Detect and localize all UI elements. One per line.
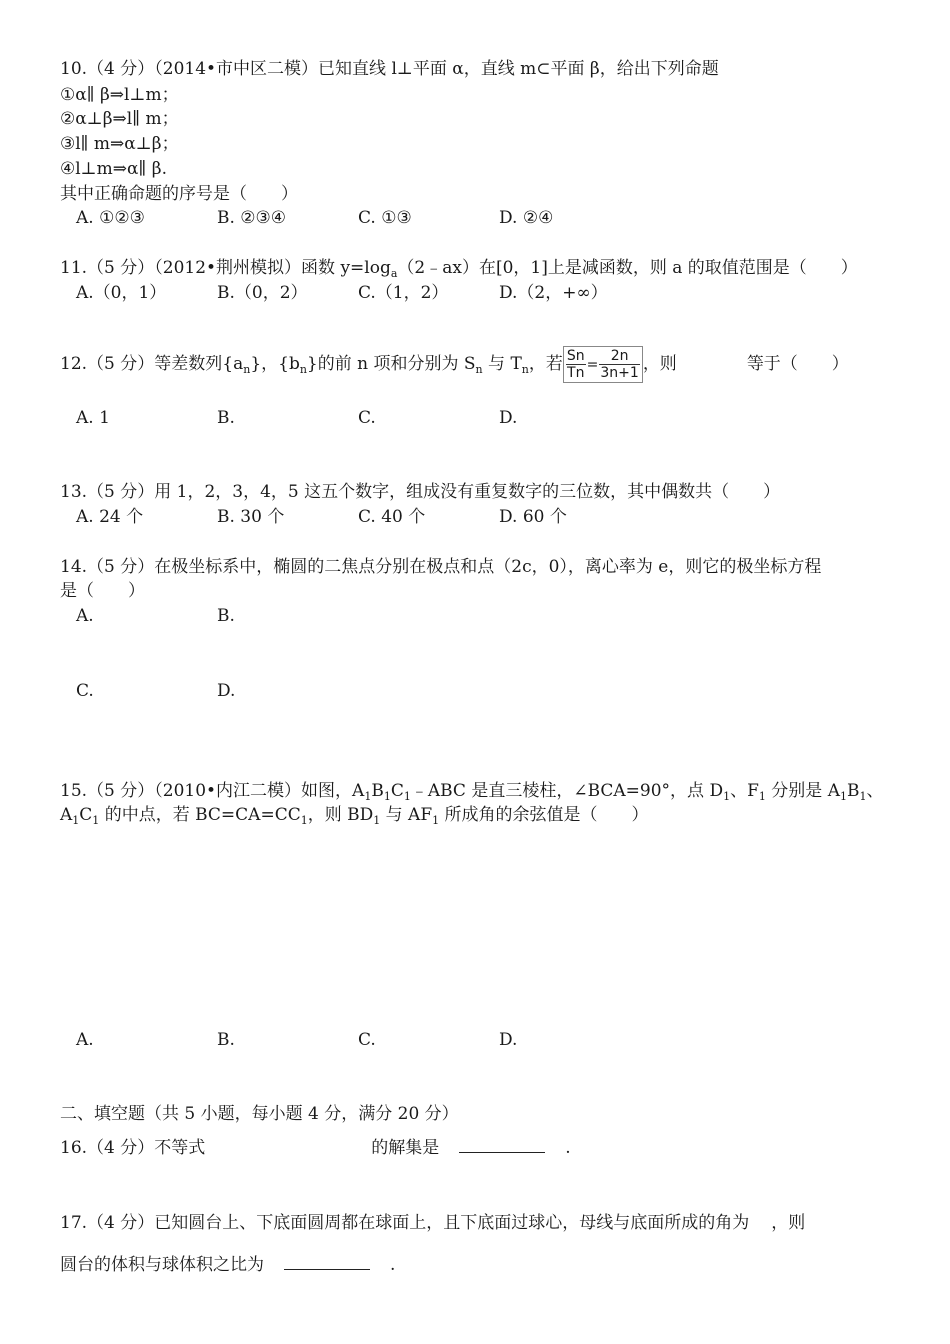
q12-sub: n — [521, 363, 529, 376]
q13-option-a[interactable]: A. 24 个 — [76, 507, 144, 527]
q15-option-d[interactable]: D. — [499, 1030, 518, 1050]
q14-option-b[interactable]: B. — [217, 606, 235, 626]
q10-option-a[interactable]: A. ①②③ — [76, 208, 145, 228]
q11-option-d[interactable]: D.（2，+∞） — [499, 283, 608, 303]
q15-sub: 1 — [364, 790, 372, 803]
q10-option-d[interactable]: D. ②④ — [499, 208, 554, 228]
q17-text: ，则 — [771, 1213, 806, 1233]
q10-prop-4: ④l⊥m⇒α∥ β. — [60, 159, 167, 179]
q15-text: 15.（5 分）（2010•内江二模）如图，A — [60, 781, 365, 801]
q14-option-d[interactable]: D. — [217, 681, 236, 701]
q12-frac-rhs-den: 3n+1 — [600, 365, 639, 381]
q11-option-a[interactable]: A.（0，1） — [76, 283, 167, 303]
q10-option-c[interactable]: C. ①③ — [358, 208, 412, 228]
q15-text: A — [60, 805, 73, 825]
q17-text: . — [390, 1255, 396, 1275]
q11-stem-part: 11.（5 分）（2012•荆州模拟）函数 y=log — [60, 258, 391, 278]
q16-text: 16.（4 分）不等式 — [60, 1138, 206, 1158]
q15-text: 所成角的余弦值是（ ） — [439, 805, 649, 825]
q12-text: ，则 — [642, 354, 677, 374]
q14-option-c[interactable]: C. — [76, 681, 94, 701]
q13-option-b[interactable]: B. 30 个 — [217, 507, 285, 527]
q15-text: C — [79, 805, 93, 825]
q17-stem-1 — [60, 1212, 805, 1234]
q15-text: 、 — [866, 781, 884, 801]
section-2-title: 二、填空题（共 5 小题，每小题 4 分，满分 20 分） — [60, 1104, 459, 1124]
q16-stem — [60, 1137, 571, 1159]
q15-stem-2 — [60, 804, 649, 832]
q11-stem — [60, 257, 858, 285]
q14-stem-2: 是（ ） — [60, 581, 145, 601]
q12-sub: n — [475, 363, 483, 376]
q12-text: }，{b — [250, 354, 300, 374]
q17-stem-2 — [60, 1254, 395, 1276]
q10-prop-3: ③l∥ m⇒α⊥β； — [60, 134, 179, 154]
q12-text: 12.（5 分）等差数列{a — [60, 354, 244, 374]
q12-option-b[interactable]: B. — [217, 408, 235, 428]
q10-prop-1: ①α∥ β⇒l⊥m； — [60, 85, 179, 105]
q11-option-c[interactable]: C.（1，2） — [358, 283, 449, 303]
q15-sub: 1 — [300, 814, 308, 827]
q15-text: 、F — [730, 781, 759, 801]
q10-stem: 10.（4 分）（2014•市中区二模）已知直线 l⊥平面 α，直线 m⊂平面 β，给出下列命题 — [60, 59, 719, 79]
q15-sub: 1 — [839, 790, 847, 803]
q15-sub: 1 — [859, 790, 867, 803]
q13-stem: 13.（5 分）用 1，2，3，4，5 这五个数字，组成没有重复数字的三位数，其中偶数共（ ） — [60, 482, 781, 502]
q15-text: 与 AF — [380, 805, 433, 825]
q12-option-a[interactable]: A. 1 — [76, 408, 110, 428]
q10-ask: 其中正确命题的序号是（ ） — [60, 184, 298, 204]
q15-text: 的中点，若 BC=CA=CC — [99, 805, 301, 825]
q11-stem-part: （2﹣ax）在[0，1]上是减函数，则 a 的取值范围是（ ） — [397, 258, 858, 278]
q15-text: B — [846, 781, 860, 801]
q17-text: 17.（4 分）已知圆台上、下底面圆周都在球面上，且下底面过球心，母线与底面所成的角为 — [60, 1213, 750, 1233]
q12-frac-num: Sn — [566, 348, 585, 364]
q10-option-b[interactable]: B. ②③④ — [217, 208, 287, 228]
q15-sub: 1 — [758, 790, 766, 803]
q15-sub: 1 — [72, 814, 80, 827]
q12-sub: n — [299, 363, 307, 376]
q15-option-c[interactable]: C. — [358, 1030, 376, 1050]
q17-answer-blank[interactable] — [284, 1255, 370, 1270]
q16-answer-blank[interactable] — [459, 1138, 545, 1153]
q16-text: 的解集是 — [371, 1138, 440, 1158]
q15-sub: 1 — [403, 790, 411, 803]
q14-option-a[interactable]: A. — [76, 606, 94, 626]
q15-text: C — [390, 781, 404, 801]
q16-text: . — [565, 1138, 571, 1158]
q15-text: 分别是 A — [765, 781, 840, 801]
q12-ratio-formula — [563, 346, 643, 383]
q15-sub: 1 — [373, 814, 381, 827]
q12-text: 等于（ ） — [746, 354, 849, 374]
q12-sub: n — [243, 363, 251, 376]
q15-text: ，则 BD — [307, 805, 374, 825]
q12-text: 与 T — [482, 354, 522, 374]
q12-text: }的前 n 项和分别为 S — [306, 354, 476, 374]
q12-option-c[interactable]: C. — [358, 408, 376, 428]
q15-text: B — [371, 781, 384, 801]
q12-frac-eq: = — [586, 356, 599, 373]
q15-sub: 1 — [432, 814, 440, 827]
q11-option-b[interactable]: B.（0，2） — [217, 283, 308, 303]
q15-sub: 1 — [383, 790, 391, 803]
q10-prop-2: ②α⊥β⇒l∥ m； — [60, 109, 179, 129]
q12-frac-rhs-num: 2n — [599, 348, 639, 365]
q12-option-d[interactable]: D. — [499, 408, 518, 428]
q15-option-b[interactable]: B. — [217, 1030, 235, 1050]
q12-text: ，若 — [528, 354, 563, 374]
q15-text: ﹣ABC 是直三棱柱，∠BCA=90°，点 D — [410, 781, 724, 801]
q11-log-base: a — [390, 267, 398, 280]
q13-option-c[interactable]: C. 40 个 — [358, 507, 426, 527]
q15-option-a[interactable]: A. — [76, 1030, 94, 1050]
q12-frac-den: Tn — [567, 365, 585, 381]
q12-stem — [60, 342, 849, 388]
q17-text: 圆台的体积与球体积之比为 — [60, 1255, 264, 1275]
q15-sub: 1 — [723, 790, 731, 803]
q13-option-d[interactable]: D. 60 个 — [499, 507, 567, 527]
q14-stem-1: 14.（5 分）在极坐标系中，椭圆的二焦点分别在极点和点（2c，0），离心率为 e，则它的极坐标方程 — [60, 557, 822, 577]
q15-sub: 1 — [92, 814, 100, 827]
